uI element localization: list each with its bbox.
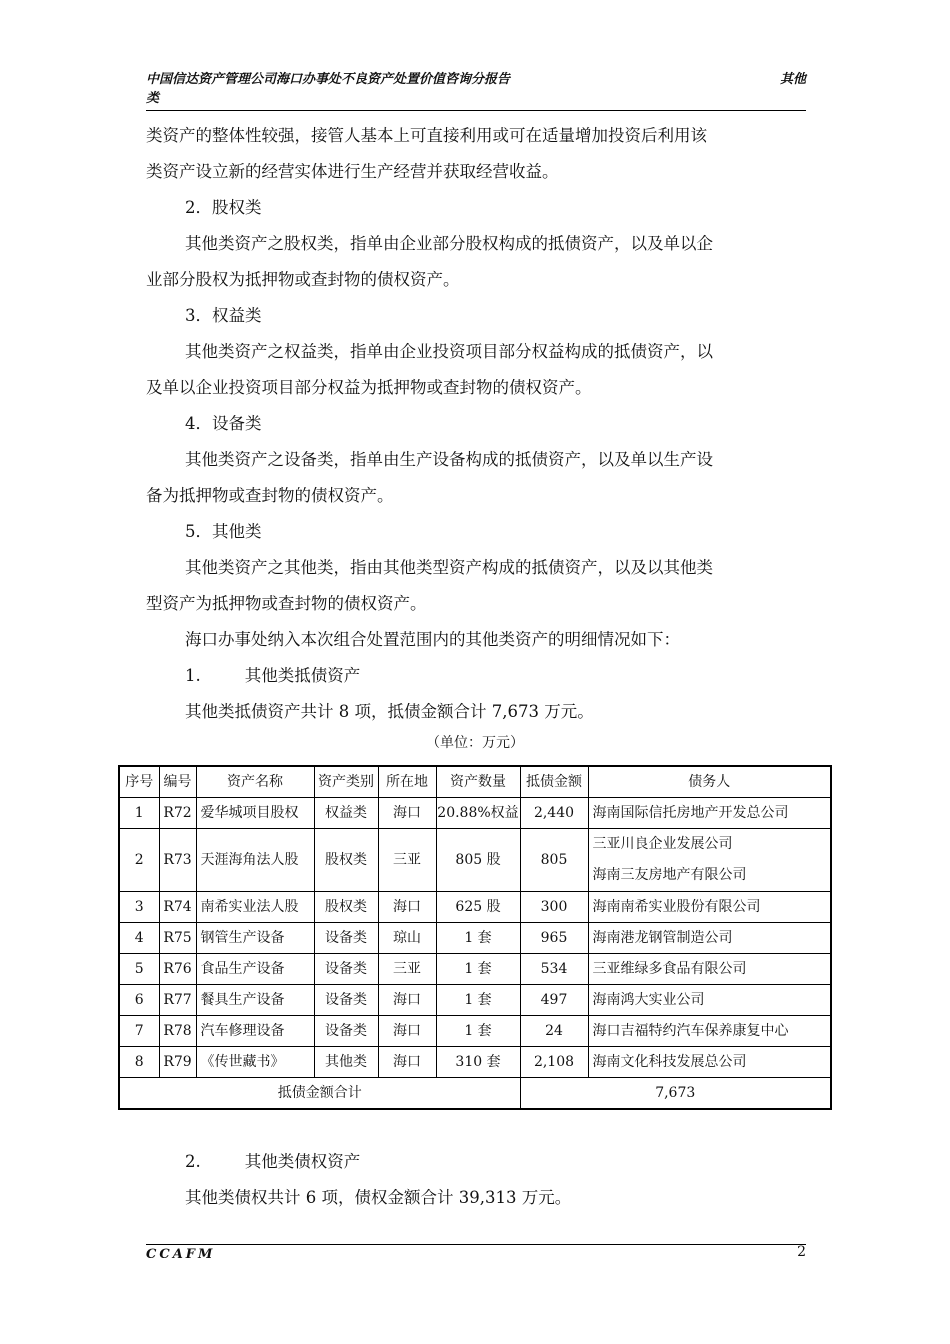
table-row xyxy=(119,892,831,923)
cell-amount: 965 xyxy=(520,923,588,954)
table-header: 资产类别 xyxy=(314,766,378,798)
cell-name: 钢管生产设备 xyxy=(196,923,314,954)
debtor-line: 三亚川良企业发展公司 xyxy=(592,836,733,852)
table-row xyxy=(119,1016,831,1047)
cell-debtor: 海南南希实业股份有限公司 xyxy=(588,892,831,923)
page-header xyxy=(146,70,806,110)
header-rule xyxy=(146,110,806,111)
cell-name: 天涯海角法人股 xyxy=(196,829,314,892)
paragraph: 海口办事处纳入本次组合处置范围内的其他类资产的明细情况如下： xyxy=(185,630,680,649)
cell-location: 三亚 xyxy=(378,829,436,892)
table-header-row xyxy=(119,766,831,798)
section-heading: 3．权益类 xyxy=(185,306,262,325)
cell-code: R77 xyxy=(159,985,196,1016)
cell-debtor xyxy=(588,829,831,892)
subsection-heading xyxy=(185,1144,806,1180)
cell-quantity: 1 套 xyxy=(436,923,520,954)
table-header: 所在地 xyxy=(378,766,436,798)
header-category-wrap: 类 xyxy=(146,91,160,106)
subsection-number: 1. xyxy=(185,666,201,685)
subsection-title: 其他类债权资产 xyxy=(244,1152,361,1171)
subsection-title: 其他类抵债资产 xyxy=(244,666,361,685)
cell-debtor: 海口吉福特约汽车保养康复中心 xyxy=(588,1016,831,1047)
cell-code: R79 xyxy=(159,1047,196,1078)
cell-no: 1 xyxy=(119,798,159,829)
cell-location: 海口 xyxy=(378,1047,436,1078)
footer-brand: CCAFM xyxy=(146,1247,216,1262)
cell-type: 设备类 xyxy=(314,954,378,985)
paragraph: 业部分股权为抵押物或查封物的债权资产。 xyxy=(146,270,460,289)
cell-amount: 24 xyxy=(520,1016,588,1047)
table-row xyxy=(119,829,831,892)
paragraph: 及单以企业投资项目部分权益为抵押物或查封物的债权资产。 xyxy=(146,378,592,397)
table-header: 编号 xyxy=(159,766,196,798)
cell-amount: 534 xyxy=(520,954,588,985)
section-heading: 4．设备类 xyxy=(185,414,262,433)
cell-debtor: 海南鸿大实业公司 xyxy=(588,985,831,1016)
cell-no: 6 xyxy=(119,985,159,1016)
table-header: 资产名称 xyxy=(196,766,314,798)
cell-no: 7 xyxy=(119,1016,159,1047)
cell-name: 《传世藏书》 xyxy=(196,1047,314,1078)
paragraph: 其他类资产之权益类，指单由企业投资项目部分权益构成的抵债资产，以 xyxy=(185,342,713,361)
cell-quantity: 805 股 xyxy=(436,829,520,892)
cell-code: R72 xyxy=(159,798,196,829)
cell-debtor: 海南港龙钢管制造公司 xyxy=(588,923,831,954)
cell-no: 2 xyxy=(119,829,159,892)
cell-type: 设备类 xyxy=(314,923,378,954)
subsection-heading xyxy=(185,658,806,694)
paragraph: 备为抵押物或查封物的债权资产。 xyxy=(146,486,394,505)
section-heading: 5．其他类 xyxy=(185,522,262,541)
subsection-number: 2. xyxy=(185,1152,201,1171)
cell-no: 8 xyxy=(119,1047,159,1078)
cell-quantity: 625 股 xyxy=(436,892,520,923)
page-number: 2 xyxy=(797,1244,806,1260)
table-row xyxy=(119,954,831,985)
table-unit: （单位：万元） xyxy=(426,735,524,751)
paragraph: 型资产为抵押物或查封物的债权资产。 xyxy=(146,594,427,613)
cell-location: 海口 xyxy=(378,892,436,923)
cell-no: 5 xyxy=(119,954,159,985)
cell-location: 海口 xyxy=(378,985,436,1016)
paragraph: 其他类抵债资产共计 8 项，抵债金额合计 7,673 万元。 xyxy=(185,702,594,721)
cell-location: 琼山 xyxy=(378,923,436,954)
cell-amount: 2,108 xyxy=(520,1047,588,1078)
header-title: 中国信达资产管理公司海口办事处不良资产处置价值咨询分报告 xyxy=(146,72,511,87)
table-header: 抵债金额 xyxy=(520,766,588,798)
cell-type: 股权类 xyxy=(314,829,378,892)
paragraph: 其他类资产之设备类，指单由生产设备构成的抵债资产，以及单以生产设 xyxy=(185,450,713,469)
cell-name: 汽车修理设备 xyxy=(196,1016,314,1047)
cell-location: 海口 xyxy=(378,1016,436,1047)
cell-debtor: 海南文化科技发展总公司 xyxy=(588,1047,831,1078)
paragraph: 类资产的整体性较强，接管人基本上可直接利用或可在适量增加投资后利用该 xyxy=(146,126,707,145)
cell-debtor: 三亚维绿多食品有限公司 xyxy=(588,954,831,985)
cell-type: 其他类 xyxy=(314,1047,378,1078)
cell-debtor: 海南国际信托房地产开发总公司 xyxy=(588,798,831,829)
table-header: 资产数量 xyxy=(436,766,520,798)
cell-name: 南希实业法人股 xyxy=(196,892,314,923)
cell-name: 食品生产设备 xyxy=(196,954,314,985)
cell-code: R76 xyxy=(159,954,196,985)
cell-no: 4 xyxy=(119,923,159,954)
table-header: 债务人 xyxy=(588,766,831,798)
cell-code: R74 xyxy=(159,892,196,923)
total-value: 7,673 xyxy=(520,1078,831,1110)
cell-name: 餐具生产设备 xyxy=(196,985,314,1016)
cell-code: R75 xyxy=(159,923,196,954)
header-category: 其他 xyxy=(779,72,806,87)
cell-quantity: 1 套 xyxy=(436,985,520,1016)
paragraph: 其他类资产之其他类，指由其他类型资产构成的抵债资产，以及以其他类 xyxy=(185,558,713,577)
table-row xyxy=(119,1047,831,1078)
cell-amount: 300 xyxy=(520,892,588,923)
paragraph: 其他类债权共计 6 项，债权金额合计 39,313 万元。 xyxy=(185,1188,572,1207)
cell-type: 设备类 xyxy=(314,985,378,1016)
table-row xyxy=(119,985,831,1016)
cell-no: 3 xyxy=(119,892,159,923)
cell-quantity: 1 套 xyxy=(436,1016,520,1047)
paragraph: 其他类资产之股权类，指单由企业部分股权构成的抵债资产，以及单以企 xyxy=(185,234,713,253)
asset-table xyxy=(118,765,832,1110)
table-total-row xyxy=(119,1078,831,1110)
cell-type: 权益类 xyxy=(314,798,378,829)
cell-type: 设备类 xyxy=(314,1016,378,1047)
cell-name: 爱华城项目股权 xyxy=(196,798,314,829)
cell-code: R78 xyxy=(159,1016,196,1047)
cell-code: R73 xyxy=(159,829,196,892)
cell-quantity: 1 套 xyxy=(436,954,520,985)
footer-rule xyxy=(146,1244,806,1245)
total-label: 抵债金额合计 xyxy=(119,1078,520,1110)
cell-quantity: 20.88%权益 xyxy=(436,798,520,829)
cell-location: 三亚 xyxy=(378,954,436,985)
table-header: 序号 xyxy=(119,766,159,798)
table-row xyxy=(119,798,831,829)
cell-type: 股权类 xyxy=(314,892,378,923)
cell-amount: 2,440 xyxy=(520,798,588,829)
debtor-line: 海南三友房地产有限公司 xyxy=(592,867,747,883)
cell-amount: 497 xyxy=(520,985,588,1016)
table-row xyxy=(119,923,831,954)
section-heading: 2．股权类 xyxy=(185,198,262,217)
paragraph: 类资产设立新的经营实体进行生产经营并获取经营收益。 xyxy=(146,162,559,181)
cell-amount: 805 xyxy=(520,829,588,892)
cell-quantity: 310 套 xyxy=(436,1047,520,1078)
cell-location: 海口 xyxy=(378,798,436,829)
